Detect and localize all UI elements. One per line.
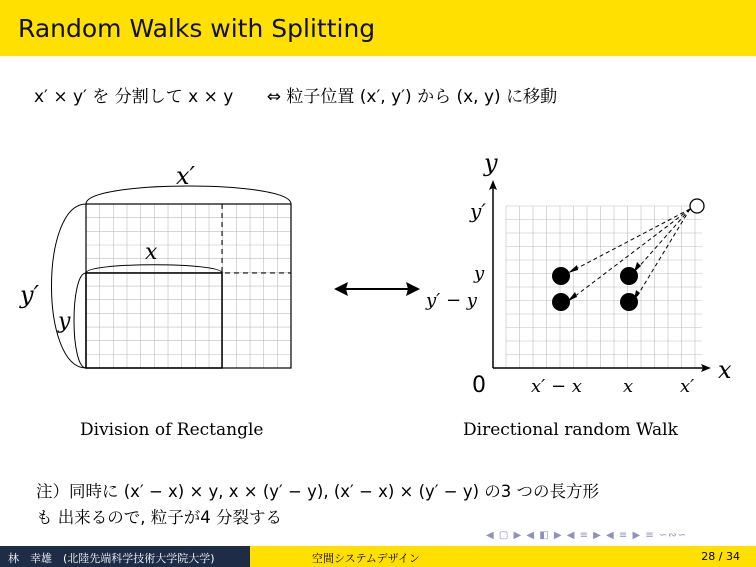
statement-right: 粒子位置 (x′, y′) から (x, y) に移動 — [286, 87, 558, 107]
rectangle-division-diagram — [19, 162, 291, 368]
tick-label-xprime: x′ — [680, 376, 695, 397]
footer-author: 林 幸雄 (北陸先端科学技術大学院大学) — [8, 552, 215, 565]
tick-label-x: x — [623, 376, 634, 397]
tick-label-yprime-minus-y: y′ − y — [426, 290, 477, 311]
tick-label-xprime-minus-x: x′ − x — [531, 376, 582, 397]
statement-left: x′ × y′ を 分割して x × y — [34, 87, 234, 107]
beamer-navigation-icons[interactable]: ◀ ▢ ▶ ◀ ◧ ▶ ◀ ≡ ▶ ◀ ≡ ▶ ≡ ∽∾∽ — [486, 530, 688, 541]
brace-y — [74, 273, 86, 368]
inner-rectangle — [86, 273, 222, 368]
note-line-2: も 出来るので, 粒子が4 分裂する — [36, 508, 282, 527]
label-y: y — [58, 309, 71, 334]
particle-dot — [620, 293, 638, 311]
start-position-circle — [690, 199, 704, 213]
note-line-1: 注）同時に (x′ − x) × y, x × (y′ − y), (x′ − x) × (y′ − y) の3 つの長方形 — [36, 482, 600, 501]
split-arrows — [570, 209, 690, 300]
right-grid — [506, 206, 702, 368]
note — [36, 479, 599, 531]
random-walk-diagram — [425, 149, 732, 398]
label-xprime: x′ — [176, 162, 195, 190]
label-yprime: y′ — [20, 281, 40, 309]
figure-area — [0, 140, 756, 420]
caption-directional-random-walk: Directional random Walk — [463, 420, 678, 440]
footer-author-box — [0, 546, 250, 567]
particle-dot — [552, 267, 570, 285]
axis-label-x: x — [718, 356, 732, 384]
double-arrow-icon — [334, 282, 420, 296]
axis-label-y: y — [484, 149, 498, 177]
left-grid — [86, 204, 291, 368]
brace-x — [86, 265, 222, 273]
tick-label-yprime: y′ — [470, 199, 486, 223]
brace-yprime — [52, 204, 87, 368]
particle-dot — [552, 293, 570, 311]
statement — [34, 82, 557, 107]
particle-dot — [620, 267, 638, 285]
caption-division-of-rectangle: Division of Rectangle — [80, 420, 264, 440]
tick-label-y: y — [474, 263, 485, 284]
footer-bar — [0, 546, 756, 567]
origin-label: 0 — [472, 373, 486, 398]
dashed-split-lines — [222, 204, 291, 273]
slide-title: Random Walks with Splitting — [18, 14, 376, 43]
footer-course-title: 空間システムデザイン — [312, 552, 420, 565]
label-x: x — [145, 240, 158, 265]
equivalence-arrow: ⇔ — [266, 87, 281, 107]
footer-page-number: 28 / 34 — [701, 550, 740, 563]
